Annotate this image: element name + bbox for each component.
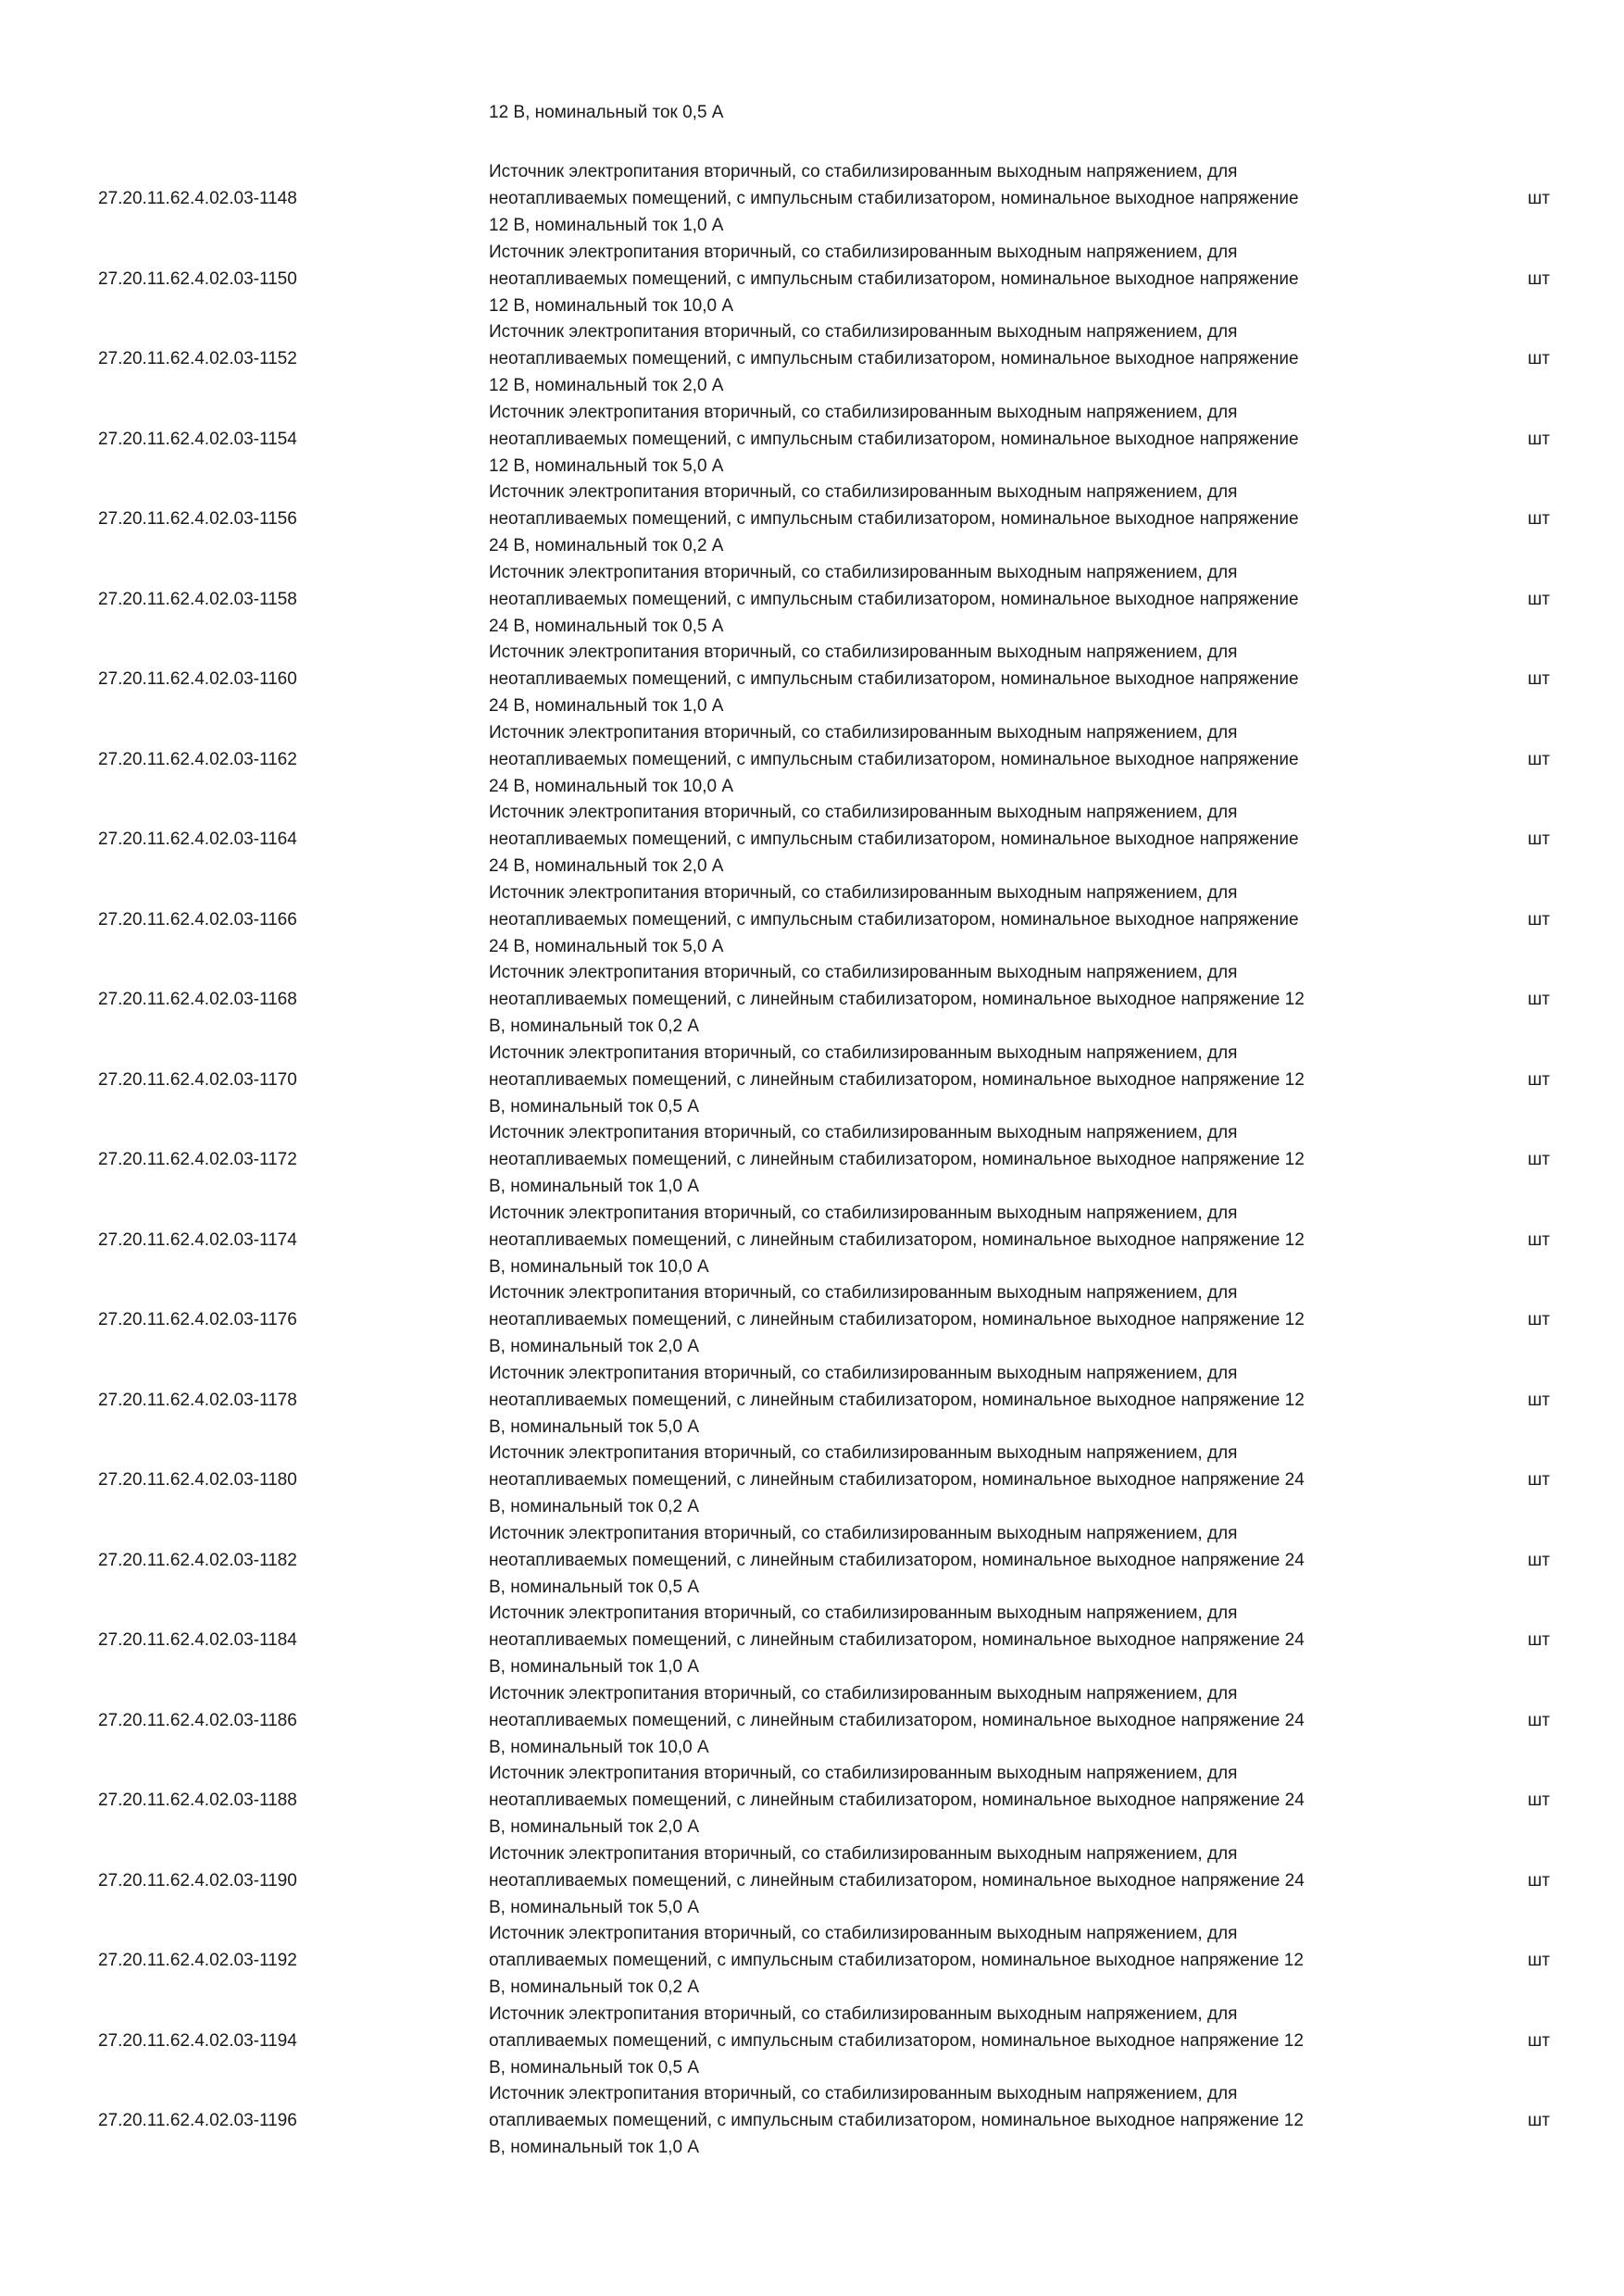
- description-line: Источник электропитания вторичный, со стабилизированным выходным напряжением, для: [489, 1844, 1238, 1864]
- item-description: [489, 318, 1424, 399]
- description-line: неотапливаемых помещений, с импульсным стабилизатором, номинальное выходное напряжение: [489, 509, 1299, 529]
- table-row: [0, 1680, 1624, 1761]
- description-line: Источник электропитания вторичный, со стабилизированным выходным напряжением, для: [489, 1603, 1238, 1623]
- item-description: [489, 479, 1424, 559]
- description-line: Источник электропитания вторичный, со стабилизированным выходным напряжением, для: [489, 1524, 1238, 1543]
- item-code: 27.20.11.62.4.02.03-1164: [98, 830, 297, 849]
- description-line: Источник электропитания вторичный, со стабилизированным выходным напряжением, для: [489, 1364, 1238, 1383]
- description-line: Источник электропитания вторичный, со стабилизированным выходным напряжением, для: [489, 2084, 1238, 2103]
- item-description: [489, 1119, 1424, 1200]
- description-line: неотапливаемых помещений, с импульсным стабилизатором, номинальное выходное напряжение: [489, 189, 1299, 208]
- description-line: отапливаемых помещений, с импульсным стабилизатором, номинальное выходное напряжение 12: [489, 2031, 1304, 2051]
- item-code: 27.20.11.62.4.02.03-1186: [98, 1711, 297, 1730]
- table-row: [0, 880, 1624, 960]
- item-unit: шт: [1528, 830, 1550, 849]
- description-line: Источник электропитания вторичный, со стабилизированным выходным напряжением, для: [489, 723, 1238, 742]
- description-line: Источник электропитания вторичный, со стабилизированным выходным напряжением, для: [489, 243, 1238, 262]
- item-code: 27.20.11.62.4.02.03-1194: [98, 2031, 297, 2051]
- description-line: Источник электропитания вторичный, со стабилизированным выходным напряжением, для: [489, 803, 1238, 822]
- description-line: отапливаемых помещений, с импульсным стабилизатором, номинальное выходное напряжение 12: [489, 1951, 1304, 1970]
- description-line: В, номинальный ток 10,0 А: [489, 1257, 709, 1277]
- description-line: Источник электропитания вторичный, со стабилизированным выходным напряжением, для: [489, 482, 1238, 502]
- item-unit: шт: [1528, 1470, 1550, 1490]
- item-description: [489, 959, 1424, 1040]
- table-row: [0, 1279, 1624, 1360]
- item-code: 27.20.11.62.4.02.03-1182: [98, 1551, 297, 1570]
- item-unit: шт: [1528, 750, 1550, 769]
- table-row: [0, 158, 1624, 239]
- table-row: [0, 799, 1624, 880]
- description-line: В, номинальный ток 0,2 А: [489, 1978, 700, 1997]
- table-row: [0, 1440, 1624, 1520]
- description-line: неотапливаемых помещений, с импульсным стабилизатором, номинальное выходное напряжение: [489, 269, 1299, 289]
- item-description: [489, 2001, 1424, 2081]
- item-code: 27.20.11.62.4.02.03-1170: [98, 1070, 297, 1090]
- description-line: неотапливаемых помещений, с линейным стабилизатором, номинальное выходное напряжение 12: [489, 1150, 1305, 1169]
- description-line: неотапливаемых помещений, с линейным стабилизатором, номинальное выходное напряжение 12: [489, 1310, 1305, 1329]
- description-line: Источник электропитания вторичный, со стабилизированным выходным напряжением, для: [489, 883, 1238, 903]
- description-line: неотапливаемых помещений, с линейным стабилизатором, номинальное выходное напряжение 24: [489, 1630, 1305, 1650]
- table-row: [0, 1600, 1624, 1680]
- table-row: [0, 1360, 1624, 1441]
- item-unit: шт: [1528, 1711, 1550, 1730]
- description-line: Источник электропитания вторичный, со стабилизированным выходным напряжением, для: [489, 563, 1238, 582]
- description-line: неотапливаемых помещений, с линейным стабилизатором, номинальное выходное напряжение 12: [489, 1230, 1305, 1250]
- item-unit: шт: [1528, 1951, 1550, 1970]
- item-description: [489, 158, 1424, 239]
- item-unit: шт: [1528, 349, 1550, 368]
- description-line: Источник электропитания вторичный, со стабилизированным выходным напряжением, для: [489, 1764, 1238, 1783]
- description-line: неотапливаемых помещений, с импульсным стабилизатором, номинальное выходное напряжение: [489, 430, 1299, 449]
- item-code: 27.20.11.62.4.02.03-1172: [98, 1150, 297, 1169]
- description-line: Источник электропитания вторичный, со стабилизированным выходным напряжением, для: [489, 1443, 1238, 1463]
- item-unit: шт: [1528, 1871, 1550, 1890]
- table-row: [0, 1200, 1624, 1280]
- continued-description: 12 В, номинальный ток 0,5 А: [489, 103, 724, 122]
- description-line: отапливаемых помещений, с импульсным стабилизатором, номинальное выходное напряжение 12: [489, 2111, 1304, 2130]
- description-line: В, номинальный ток 2,0 А: [489, 1817, 700, 1837]
- description-line: В, номинальный ток 0,5 А: [489, 1097, 700, 1117]
- item-unit: шт: [1528, 2031, 1550, 2051]
- item-description: [489, 719, 1424, 800]
- description-line: 12 В, номинальный ток 10,0 А: [489, 296, 734, 316]
- description-line: Источник электропитания вторичный, со стабилизированным выходным напряжением, для: [489, 2004, 1238, 2024]
- description-line: 24 В, номинальный ток 5,0 А: [489, 937, 724, 956]
- table-row: [0, 239, 1624, 319]
- description-line: неотапливаемых помещений, с линейным стабилизатором, номинальное выходное напряжение 24: [489, 1551, 1305, 1570]
- item-unit: шт: [1528, 1230, 1550, 1250]
- description-line: Источник электропитания вторичный, со стабилизированным выходным напряжением, для: [489, 963, 1238, 982]
- item-code: 27.20.11.62.4.02.03-1150: [98, 269, 297, 289]
- item-code: 27.20.11.62.4.02.03-1178: [98, 1391, 297, 1410]
- description-line: 24 В, номинальный ток 0,2 А: [489, 536, 724, 555]
- item-code: 27.20.11.62.4.02.03-1160: [98, 669, 297, 689]
- description-line: неотапливаемых помещений, с линейным стабилизатором, номинальное выходное напряжение 24: [489, 1470, 1305, 1490]
- item-code: 27.20.11.62.4.02.03-1166: [98, 910, 297, 930]
- item-code: 27.20.11.62.4.02.03-1162: [98, 750, 297, 769]
- table-row: [0, 1119, 1624, 1200]
- item-unit: шт: [1528, 1391, 1550, 1410]
- item-description: [489, 1440, 1424, 1520]
- description-line: неотапливаемых помещений, с импульсным стабилизатором, номинальное выходное напряжение: [489, 910, 1299, 930]
- description-line: неотапливаемых помещений, с линейным стабилизатором, номинальное выходное напряжение 12: [489, 1070, 1305, 1090]
- item-description: [489, 399, 1424, 480]
- table-row: [0, 318, 1624, 399]
- description-line: В, номинальный ток 10,0 А: [489, 1738, 709, 1757]
- item-description: [489, 1680, 1424, 1761]
- description-line: В, номинальный ток 0,2 А: [489, 1497, 700, 1516]
- description-line: неотапливаемых помещений, с линейным стабилизатором, номинальное выходное напряжение 12: [489, 990, 1305, 1009]
- item-code: 27.20.11.62.4.02.03-1174: [98, 1230, 297, 1250]
- description-line: неотапливаемых помещений, с импульсным стабилизатором, номинальное выходное напряжение: [489, 590, 1299, 609]
- description-line: Источник электропитания вторичный, со стабилизированным выходным напряжением, для: [489, 403, 1238, 422]
- description-line: 24 В, номинальный ток 10,0 А: [489, 777, 734, 796]
- item-code: 27.20.11.62.4.02.03-1156: [98, 509, 297, 529]
- item-description: [489, 1760, 1424, 1841]
- item-code: 27.20.11.62.4.02.03-1148: [98, 189, 297, 208]
- description-line: 24 В, номинальный ток 0,5 А: [489, 617, 724, 636]
- description-line: Источник электропитания вторичный, со стабилизированным выходным напряжением, для: [489, 1043, 1238, 1063]
- description-line: Источник электропитания вторичный, со стабилизированным выходным напряжением, для: [489, 322, 1238, 342]
- item-description: [489, 1360, 1424, 1441]
- table-row: [0, 1841, 1624, 1921]
- table-row: [0, 719, 1624, 800]
- table-row: [0, 2001, 1624, 2081]
- item-description: [489, 1040, 1424, 1120]
- item-description: [489, 1520, 1424, 1601]
- description-line: В, номинальный ток 0,2 А: [489, 1017, 700, 1036]
- description-line: неотапливаемых помещений, с линейным стабилизатором, номинальное выходное напряжение 24: [489, 1711, 1305, 1730]
- table-row: [0, 559, 1624, 640]
- description-line: 12 В, номинальный ток 1,0 А: [489, 216, 724, 235]
- table-row: [0, 1040, 1624, 1120]
- item-unit: шт: [1528, 990, 1550, 1009]
- table-row: [0, 639, 1624, 719]
- item-description: [489, 239, 1424, 319]
- description-line: 12 В, номинальный ток 5,0 А: [489, 456, 724, 476]
- description-line: В, номинальный ток 1,0 А: [489, 1177, 700, 1196]
- description-line: В, номинальный ток 0,5 А: [489, 1578, 700, 1597]
- item-unit: шт: [1528, 1310, 1550, 1329]
- item-code: 27.20.11.62.4.02.03-1190: [98, 1871, 297, 1890]
- item-code: 27.20.11.62.4.02.03-1184: [98, 1630, 297, 1650]
- item-unit: шт: [1528, 430, 1550, 449]
- description-line: Источник электропитания вторичный, со стабилизированным выходным напряжением, для: [489, 1283, 1238, 1303]
- description-line: Источник электропитания вторичный, со стабилизированным выходным напряжением, для: [489, 162, 1238, 181]
- description-line: В, номинальный ток 5,0 А: [489, 1417, 700, 1437]
- table-row: [0, 2080, 1624, 2161]
- item-code: 27.20.11.62.4.02.03-1192: [98, 1951, 297, 1970]
- item-unit: шт: [1528, 669, 1550, 689]
- description-line: В, номинальный ток 1,0 А: [489, 2138, 700, 2157]
- description-line: неотапливаемых помещений, с импульсным стабилизатором, номинальное выходное напряжение: [489, 830, 1299, 849]
- table-row: [0, 1520, 1624, 1601]
- description-line: неотапливаемых помещений, с импульсным стабилизатором, номинальное выходное напряжение: [489, 750, 1299, 769]
- item-unit: шт: [1528, 1150, 1550, 1169]
- item-description: [489, 1600, 1424, 1680]
- item-unit: шт: [1528, 269, 1550, 289]
- item-code: 27.20.11.62.4.02.03-1168: [98, 990, 297, 1009]
- description-line: неотапливаемых помещений, с импульсным стабилизатором, номинальное выходное напряжение: [489, 349, 1299, 368]
- description-line: 24 В, номинальный ток 1,0 А: [489, 696, 724, 716]
- item-unit: шт: [1528, 1070, 1550, 1090]
- item-unit: шт: [1528, 189, 1550, 208]
- item-description: [489, 1279, 1424, 1360]
- item-unit: шт: [1528, 1630, 1550, 1650]
- item-code: 27.20.11.62.4.02.03-1158: [98, 590, 297, 609]
- description-line: Источник электропитания вторичный, со стабилизированным выходным напряжением, для: [489, 1204, 1238, 1223]
- item-unit: шт: [1528, 910, 1550, 930]
- description-line: В, номинальный ток 0,5 А: [489, 2058, 700, 2078]
- item-description: [489, 880, 1424, 960]
- table-row: [0, 1760, 1624, 1841]
- description-line: неотапливаемых помещений, с линейным стабилизатором, номинальное выходное напряжение 24: [489, 1791, 1305, 1810]
- item-unit: шт: [1528, 1551, 1550, 1570]
- item-code: 27.20.11.62.4.02.03-1154: [98, 430, 297, 449]
- item-code: 27.20.11.62.4.02.03-1152: [98, 349, 297, 368]
- description-line: Источник электропитания вторичный, со стабилизированным выходным напряжением, для: [489, 1924, 1238, 1943]
- description-line: 24 В, номинальный ток 2,0 А: [489, 856, 724, 876]
- description-line: 12 В, номинальный ток 2,0 А: [489, 376, 724, 395]
- description-line: В, номинальный ток 1,0 А: [489, 1657, 700, 1677]
- item-description: [489, 1841, 1424, 1921]
- table-row: [0, 399, 1624, 480]
- description-line: Источник электропитания вторичный, со стабилизированным выходным напряжением, для: [489, 1684, 1238, 1703]
- table-row: [0, 959, 1624, 1040]
- item-description: [489, 1920, 1424, 2001]
- item-code: 27.20.11.62.4.02.03-1180: [98, 1470, 297, 1490]
- table-row: [0, 1920, 1624, 2001]
- item-description: [489, 799, 1424, 880]
- item-code: 27.20.11.62.4.02.03-1196: [98, 2111, 297, 2130]
- item-description: [489, 559, 1424, 640]
- item-unit: шт: [1528, 2111, 1550, 2130]
- description-line: неотапливаемых помещений, с импульсным стабилизатором, номинальное выходное напряжение: [489, 669, 1299, 689]
- item-code: 27.20.11.62.4.02.03-1188: [98, 1791, 297, 1810]
- item-unit: шт: [1528, 590, 1550, 609]
- item-description: [489, 1200, 1424, 1280]
- table-row: [0, 479, 1624, 559]
- item-unit: шт: [1528, 509, 1550, 529]
- description-line: В, номинальный ток 5,0 А: [489, 1898, 700, 1917]
- description-line: Источник электропитания вторичный, со стабилизированным выходным напряжением, для: [489, 1123, 1238, 1142]
- item-description: [489, 2080, 1424, 2161]
- description-line: неотапливаемых помещений, с линейным стабилизатором, номинальное выходное напряжение 24: [489, 1871, 1305, 1890]
- description-line: Источник электропитания вторичный, со стабилизированным выходным напряжением, для: [489, 643, 1238, 662]
- description-line: неотапливаемых помещений, с линейным стабилизатором, номинальное выходное напряжение 12: [489, 1391, 1305, 1410]
- item-code: 27.20.11.62.4.02.03-1176: [98, 1310, 297, 1329]
- item-description: [489, 639, 1424, 719]
- description-line: В, номинальный ток 2,0 А: [489, 1337, 700, 1356]
- item-unit: шт: [1528, 1791, 1550, 1810]
